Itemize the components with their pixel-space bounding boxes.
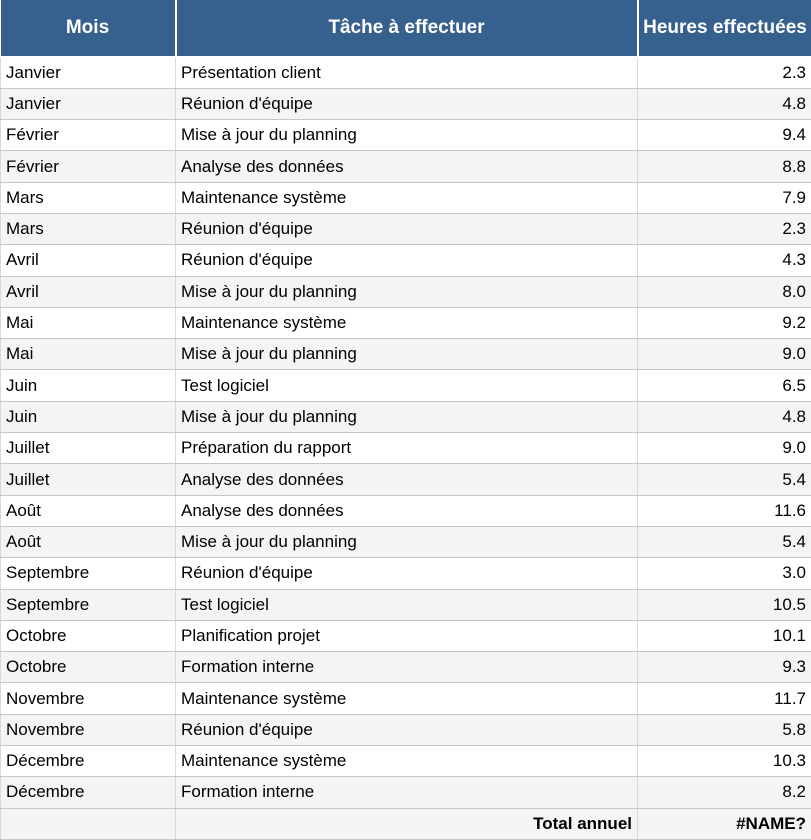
cell-mois[interactable]: Juin: [1, 401, 176, 432]
header-row: [1, 0, 811, 57]
cell-tache[interactable]: Réunion d'équipe: [176, 714, 638, 745]
table-row: [1, 339, 811, 370]
cell-heures[interactable]: 8.8: [638, 151, 811, 182]
column-header-tache[interactable]: Tâche à effectuer: [176, 0, 638, 57]
table-row: [1, 57, 811, 88]
cell-heures[interactable]: 8.2: [638, 777, 811, 808]
cell-heures[interactable]: 9.2: [638, 307, 811, 338]
cell-mois[interactable]: Octobre: [1, 620, 176, 651]
cell-heures[interactable]: 9.0: [638, 433, 811, 464]
cell-tache[interactable]: Présentation client: [176, 57, 638, 88]
table-row: [1, 370, 811, 401]
cell-heures[interactable]: 9.3: [638, 652, 811, 683]
cell-mois[interactable]: Juillet: [1, 464, 176, 495]
table-row: [1, 526, 811, 557]
total-empty-cell[interactable]: [1, 808, 176, 839]
cell-tache[interactable]: Mise à jour du planning: [176, 526, 638, 557]
cell-tache[interactable]: Maintenance système: [176, 307, 638, 338]
cell-mois[interactable]: Mai: [1, 339, 176, 370]
cell-heures[interactable]: 5.4: [638, 464, 811, 495]
cell-tache[interactable]: Réunion d'équipe: [176, 88, 638, 119]
column-header-heures[interactable]: [638, 0, 811, 57]
cell-mois[interactable]: Février: [1, 120, 176, 151]
table-row: [1, 464, 811, 495]
table-row: [1, 683, 811, 714]
cell-heures[interactable]: 5.4: [638, 526, 811, 557]
cell-tache[interactable]: Test logiciel: [176, 589, 638, 620]
cell-tache[interactable]: Analyse des données: [176, 151, 638, 182]
cell-heures[interactable]: 2.3: [638, 213, 811, 244]
cell-tache[interactable]: Planification projet: [176, 620, 638, 651]
column-header-heures-label: Heures effectuées: [643, 17, 807, 38]
table-row: [1, 401, 811, 432]
cell-tache[interactable]: Maintenance système: [176, 182, 638, 213]
table-row: [1, 88, 811, 119]
cell-mois[interactable]: Décembre: [1, 777, 176, 808]
cell-heures[interactable]: 4.8: [638, 88, 811, 119]
cell-mois[interactable]: Mars: [1, 213, 176, 244]
table-row: [1, 182, 811, 213]
cell-mois[interactable]: Novembre: [1, 683, 176, 714]
cell-tache[interactable]: Maintenance système: [176, 746, 638, 777]
table-row: [1, 307, 811, 338]
table-row: [1, 558, 811, 589]
cell-mois[interactable]: Avril: [1, 245, 176, 276]
cell-heures[interactable]: 10.3: [638, 746, 811, 777]
cell-mois[interactable]: Septembre: [1, 589, 176, 620]
cell-heures[interactable]: 7.9: [638, 182, 811, 213]
cell-mois[interactable]: Novembre: [1, 714, 176, 745]
cell-tache[interactable]: Test logiciel: [176, 370, 638, 401]
cell-tache[interactable]: Mise à jour du planning: [176, 339, 638, 370]
cell-tache[interactable]: Mise à jour du planning: [176, 276, 638, 307]
cell-tache[interactable]: Formation interne: [176, 652, 638, 683]
cell-heures[interactable]: 6.5: [638, 370, 811, 401]
total-row: [1, 808, 811, 839]
cell-tache[interactable]: Réunion d'équipe: [176, 558, 638, 589]
cell-mois[interactable]: Juin: [1, 370, 176, 401]
cell-mois[interactable]: Janvier: [1, 88, 176, 119]
cell-mois[interactable]: Mai: [1, 307, 176, 338]
cell-heures[interactable]: 4.8: [638, 401, 811, 432]
cell-tache[interactable]: Analyse des données: [176, 464, 638, 495]
table-row: [1, 120, 811, 151]
table-row: [1, 276, 811, 307]
total-error-cell[interactable]: #NAME?: [638, 808, 811, 839]
total-label-cell[interactable]: Total annuel: [176, 808, 638, 839]
table-row: [1, 433, 811, 464]
cell-heures[interactable]: 11.6: [638, 495, 811, 526]
cell-mois[interactable]: Août: [1, 495, 176, 526]
cell-tache[interactable]: Formation interne: [176, 777, 638, 808]
table-row: [1, 777, 811, 808]
table-row: [1, 620, 811, 651]
cell-tache[interactable]: Mise à jour du planning: [176, 401, 638, 432]
table-row: [1, 589, 811, 620]
cell-heures[interactable]: 11.7: [638, 683, 811, 714]
cell-tache[interactable]: Préparation du rapport: [176, 433, 638, 464]
cell-heures[interactable]: 4.3: [638, 245, 811, 276]
column-header-mois[interactable]: Mois: [1, 0, 176, 57]
table-row: [1, 746, 811, 777]
cell-heures[interactable]: 9.4: [638, 120, 811, 151]
cell-mois[interactable]: Février: [1, 151, 176, 182]
cell-mois[interactable]: Juillet: [1, 433, 176, 464]
table-row: [1, 714, 811, 745]
table-row: [1, 213, 811, 244]
cell-heures[interactable]: 2.3: [638, 57, 811, 88]
cell-heures[interactable]: 10.1: [638, 620, 811, 651]
cell-heures[interactable]: 9.0: [638, 339, 811, 370]
cell-tache[interactable]: Maintenance système: [176, 683, 638, 714]
cell-mois[interactable]: Décembre: [1, 746, 176, 777]
cell-tache[interactable]: Mise à jour du planning: [176, 120, 638, 151]
cell-heures[interactable]: 8.0: [638, 276, 811, 307]
cell-tache[interactable]: Réunion d'équipe: [176, 213, 638, 244]
cell-heures[interactable]: 5.8: [638, 714, 811, 745]
table-row: [1, 652, 811, 683]
table-row: [1, 151, 811, 182]
cell-mois[interactable]: Septembre: [1, 558, 176, 589]
cell-mois[interactable]: Mars: [1, 182, 176, 213]
cell-mois[interactable]: Avril: [1, 276, 176, 307]
cell-mois[interactable]: Août: [1, 526, 176, 557]
cell-mois[interactable]: Octobre: [1, 652, 176, 683]
cell-tache[interactable]: Analyse des données: [176, 495, 638, 526]
cell-mois[interactable]: Janvier: [1, 57, 176, 88]
cell-heures[interactable]: 3.0: [638, 558, 811, 589]
cell-tache[interactable]: Réunion d'équipe: [176, 245, 638, 276]
table-row: [1, 495, 811, 526]
table-row: [1, 245, 811, 276]
table-body: [1, 57, 811, 808]
cell-heures[interactable]: 10.5: [638, 589, 811, 620]
